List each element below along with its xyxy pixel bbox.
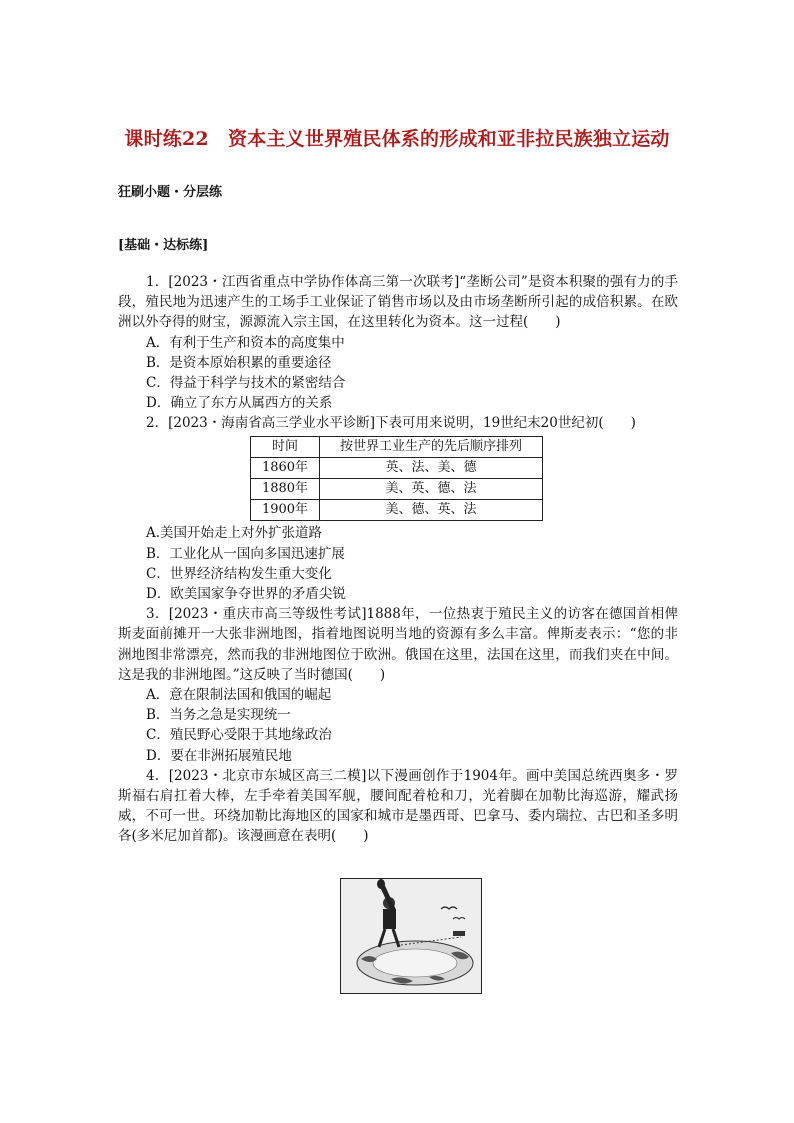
table-cell: 1860年 [251, 457, 320, 478]
table-header-ranking: 按世界工业生产的先后顺序排列 [320, 436, 543, 457]
question-2 [118, 413, 678, 604]
question-stem: 2．[2023・海南省高三学业水平诊断]下表可用来说明，19世纪末20世纪初( ) [146, 415, 636, 432]
page-subtitle: 狂刷小题・分层练 [118, 185, 223, 200]
option-a: A．有利于生产和资本的高度集中 [146, 334, 345, 351]
option-a: A.美国开始走上对外扩张道路 [146, 525, 323, 542]
table-header-row [251, 436, 543, 457]
option-c: C．得益于科学与技术的紧密结合 [146, 375, 346, 392]
industry-ranking-table [250, 436, 543, 522]
question-stem: 1．[2023・江西省重点中学协作体高三第一次联考]“垄断公司”是资本积聚的强有力的手段，殖民地为迅速产生的工场手工业保证了销售市场以及由市场垄断所引起的成倍积累。在欧洲以外夺得的财宝，源源流入宗主国，在这里转化为资本。这一过程( ) [118, 274, 678, 331]
table-cell: 1900年 [251, 500, 320, 521]
cartoon-illustration [341, 879, 481, 993]
big-stick-cartoon [340, 878, 482, 994]
table-row [251, 500, 543, 521]
option-d: D．欧美国家争夺世界的矛盾尖锐 [146, 586, 346, 603]
question-3 [118, 604, 678, 766]
table-row [251, 457, 543, 478]
option-b: B．当务之急是实现统一 [146, 707, 291, 724]
option-a: A．意在限制法国和俄国的崛起 [146, 687, 332, 704]
question-list [118, 272, 678, 847]
question-1 [118, 272, 678, 413]
option-b: B．是资本原始积累的重要途径 [146, 354, 332, 371]
table-header-time: 时间 [251, 436, 320, 457]
option-d: D．要在非洲拓展殖民地 [146, 747, 292, 764]
table-cell: 美、英、德、法 [320, 479, 543, 500]
option-d: D．确立了东方从属西方的关系 [146, 395, 333, 412]
table-cell: 1880年 [251, 479, 320, 500]
page-title: 课时练22 资本主义世界殖民体系的形成和亚非拉民族独立运动 [124, 128, 670, 150]
section-heading: [基础・达标练] [118, 238, 209, 253]
table-row [251, 479, 543, 500]
table-cell: 美、德、英、法 [320, 500, 543, 521]
question-stem: 3．[2023・重庆市高三等级性考试]1888年，一位热衷于殖民主义的访客在德国首相俾斯麦面前摊开一大张非洲地图，指着地图说明当地的资源有多么丰富。俾斯麦表示：“您的非洲地图非常漂亮，然而我的非洲地图位于欧洲。俄国在这里，法国在这里，而我们夹在中间。这是我的非洲地图。”这反映了当时德国( ) [118, 606, 678, 683]
option-c: C．世界经济结构发生重大变化 [146, 565, 332, 582]
question-4 [118, 766, 678, 847]
question-stem: 4．[2023・北京市东城区高三二模]以下漫画创作于1904年。画中美国总统西奥多・罗斯福右肩扛着大棒，左手牵着美国军舰，腰间配着枪和刀，光着脚在加勒比海巡游，耀武扬威，不可一世。环绕加勒比海地区的国家和城市是墨西哥、巴拿马、委内瑞拉、古巴和圣多明各(多米尼加首都)。该漫画意在表明( ) [118, 767, 678, 845]
table-cell: 英、法、美、德 [320, 457, 543, 478]
option-c: C．殖民野心受限于其地缘政治 [146, 727, 332, 744]
option-b: B．工业化从一国向多国迅速扩展 [146, 545, 345, 562]
